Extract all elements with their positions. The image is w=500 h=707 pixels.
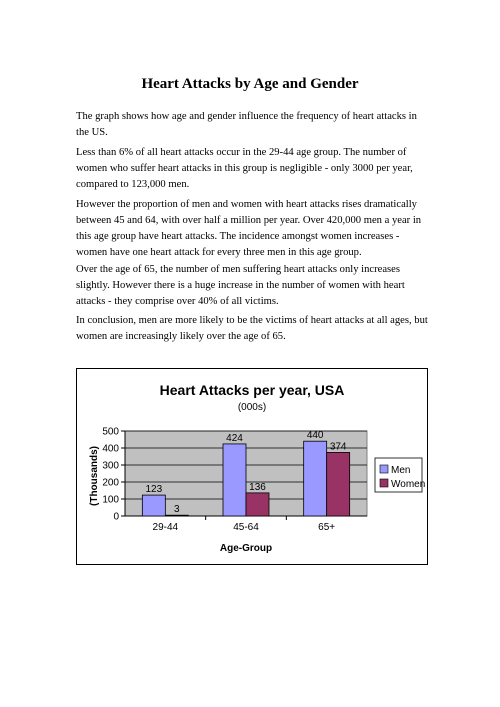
- legend-label-women: Women: [391, 479, 426, 490]
- bar-men-65+: [304, 441, 327, 516]
- chart-frame: [76, 368, 428, 565]
- plot-area: [102, 427, 367, 534]
- paragraph-intro: The graph shows how age and gender influence the frequency of heart attacks in the US.: [76, 111, 417, 138]
- legend-swatch-men: [380, 465, 388, 473]
- data-label: 374: [329, 441, 347, 453]
- bar-chart: [77, 369, 427, 564]
- legend: [375, 458, 425, 492]
- x-tick-label: 65+: [318, 522, 336, 533]
- x-axis-label: Age-Group: [219, 543, 273, 554]
- paragraph-conclusion: In conclusion, men are more likely to be the victims of heart attacks at all ages, but women are increasingly likely over the age of 65.: [76, 315, 428, 342]
- bar-men-45-64: [223, 444, 246, 516]
- bar-women-45-64: [246, 493, 269, 516]
- chart-subtitle: (000s): [237, 402, 267, 413]
- legend-swatch-women: [380, 479, 388, 487]
- x-tick-label: 45-64: [233, 522, 259, 533]
- data-label: 440: [306, 430, 324, 442]
- bar-women-65+: [327, 452, 350, 516]
- paragraph-65-plus: Over the age of 65, the number of men suffering heart attacks only increases slightly. However there is a huge increase in the number of women with heart attacks - they comprise over 40% of all victims.: [76, 264, 405, 307]
- y-tick-label: 300: [102, 460, 119, 472]
- y-tick-label: 0: [113, 511, 119, 523]
- legend-label-men: Men: [391, 465, 411, 476]
- y-tick-label: 200: [102, 477, 119, 489]
- paragraph-45-64: However the proportion of men and women with heart attacks rises dramatically between 45 and 64, with over half a million per year. Over 420,000 men a year in this age group have heart attacks. The incidence amongst women increases - women have one heart attack for every three men in this age group.: [76, 199, 422, 258]
- bar-men-29-44: [142, 495, 165, 516]
- y-tick-label: 500: [102, 426, 119, 438]
- x-tick-label: 29-44: [152, 522, 179, 533]
- data-label: 123: [145, 484, 163, 496]
- chart-title: Heart Attacks per year, USA: [159, 382, 345, 398]
- bar-women-29-44: [165, 515, 188, 516]
- data-label: 424: [226, 432, 243, 444]
- y-axis-label: (Thousands): [89, 446, 100, 506]
- data-label: 3: [174, 504, 180, 516]
- data-label: 136: [249, 481, 266, 493]
- paragraph-29-44: Less than 6% of all heart attacks occur in the 29-44 age group. The number of women who suffer heart attacks in this group is negligible - only 3000 per year, compared to 123,000 men.: [76, 147, 413, 190]
- y-tick-label: 100: [102, 494, 119, 506]
- y-tick-label: 400: [102, 443, 119, 455]
- page-title: Heart Attacks by Age and Gender: [141, 76, 359, 92]
